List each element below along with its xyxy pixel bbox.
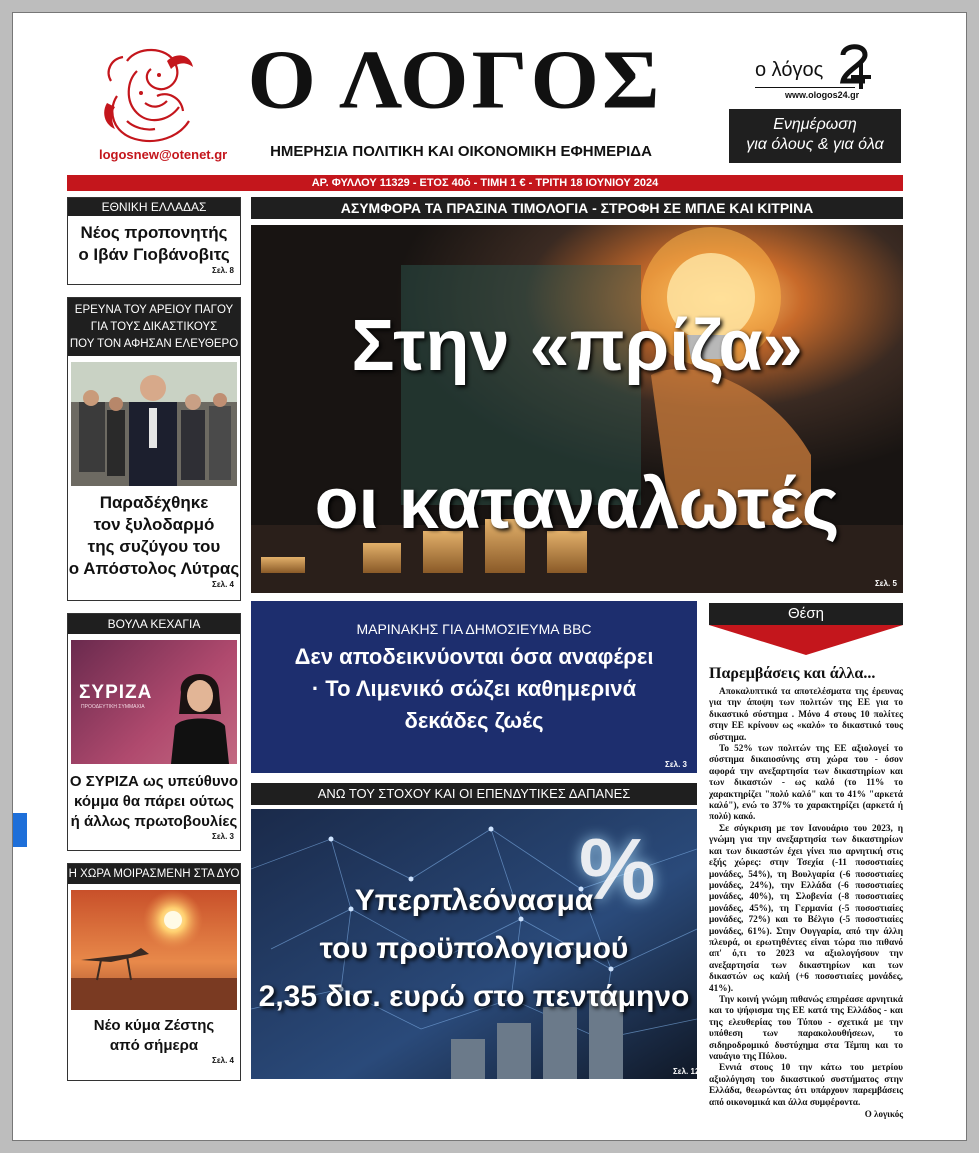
opinion-paragraph: Εννιά στους 10 την κάτω του μετρίου αξιολόγηση του δικαστικού συστήματος στην Ελλάδα, θεωρώντας ότι υπάρχουν παρεμβάσεις από οικονομικά και άλλα συμφέροντα. — [709, 1063, 903, 1108]
story-heatwave[interactable] — [67, 863, 241, 1081]
story-kicker: ΜΑΡΙΝΑΚΗΣ ΓΙΑ ΔΗΜΟΣΙΕΥΜΑ BBC — [356, 621, 592, 637]
story-national-team[interactable] — [67, 197, 241, 285]
page-reference: Σελ. 3 — [665, 760, 687, 769]
syriza-logo-subtitle: ΠΡΟΟΔΕΥΤΙΚΗ ΣΥΜΜΑΧΙΑ — [81, 704, 145, 710]
story-lytras[interactable] — [67, 297, 241, 601]
syriza-logo-text: ΣΥΡΙΖΑ — [79, 682, 153, 703]
kicker-line: ΠΟΥ ΤΟΝ ΑΦΗΣΑΝ ΕΛΕΥΘΕΡΟ — [69, 337, 239, 350]
newspaper-logo-illustration — [97, 41, 207, 151]
opinion-column — [709, 603, 903, 1120]
photo-kechagia — [71, 640, 237, 764]
story-headline-line: Παραδέχθηκε — [99, 493, 209, 512]
story-headline-line: ή άλλως πρωτοβουλίες — [70, 813, 238, 830]
opinion-paragraph: Σε σύγκριση με τον Ιανουάριο του 2023, η γνώμη για την ανεξαρτησία των δικαστηρίων και των δικαστών έχει γίνει πιο αρνητική στις εξής χώρες: στην Τσεχία (-11 ποσοστιαίες μονάδες, 54%), τη Βουλγαρία (-6 ποσοστιαίες μονάδες, 24%), την Ελλάδα (-6 ποσοστιαίες μονάδες, 40%), τη Σλοβενία (-8 ποσοστιαίες μονάδες, 45%), τη Γερμανία (-5 ποσοστιαίες μονάδες, 72%) και το Βέλγιο (-5 ποσοστιαίες μονάδες, 61%). Στην Ουγγαρία, από την άλλη πλευρά, οι ερωτηθέντες είναι τώρα πιο πιθανό απ' ό,τι το 2023 να αξιολογήσουν την ανεξαρτησία των δικαστηρίων και των δικαστών ως καλή (+6 ποσοστιαίες μονάδες, 41%). — [709, 823, 903, 994]
budget-headline[interactable] — [251, 877, 697, 1021]
story-headline-line: τον ξυλοδαρμό — [93, 515, 215, 534]
logos24-digits-icon — [839, 41, 873, 91]
story-headline-line: κόμμα θα πάρει ούτως — [74, 793, 234, 810]
logos24-tagline-2: για όλους & για όλα — [746, 136, 884, 153]
lead-headline-line-2[interactable]: οι καταναλωτές — [314, 464, 840, 544]
logos24-url[interactable]: www.ologos24.gr — [785, 90, 860, 100]
story-headline-line: δεκάδες ζωές — [404, 708, 544, 733]
page-reference: Σελ. 12 — [673, 1067, 700, 1076]
page-reference: Σελ. 5 — [875, 579, 897, 588]
opinion-arrow-icon — [709, 625, 903, 655]
photo-heatwave — [71, 890, 237, 1010]
opinion-signature: Ο λογικός — [864, 1109, 903, 1120]
story-headline-line: από σήμερα — [109, 1037, 199, 1054]
opinion-body — [709, 687, 903, 1120]
story-headline-line: Δεν αποδεικνύονται όσα αναφέρει — [294, 644, 654, 669]
page-reference: Σελ. 8 — [212, 266, 234, 275]
newspaper-title: Ο ΛΟΓΟΣ — [247, 34, 663, 127]
story-headline-line: Υπερπλεόνασμα — [354, 884, 594, 917]
story-kicker: ΒΟΥΛΑ ΚΕΧΑΓΙΑ — [68, 614, 240, 634]
front-page — [12, 12, 967, 1141]
story-headline-line: του προϋπολογισμού — [319, 932, 629, 965]
lead-banner[interactable]: ΑΣΥΜΦΟΡΑ ΤΑ ΠΡΑΣΙΝΑ ΤΙΜΟΛΟΓΙΑ - ΣΤΡΟΦΗ ΣΕ ΜΠΛΕ ΚΑΙ ΚΙΤΡΙΝΑ — [251, 197, 903, 219]
kicker-line: ΕΡΕΥΝΑ ΤΟΥ ΑΡΕΙΟΥ ΠΑΓΟΥ — [74, 303, 234, 316]
story-headline-line: της συζύγου του — [87, 537, 221, 556]
story-kicker: ΕΘΝΙΚΗ ΕΛΛΑΔΑΣ — [68, 198, 240, 216]
story-headline-line: ο Απόστολος Λύτρας — [68, 559, 240, 578]
story-headline-line: · Το Λιμενικό σώζει καθημερινά — [311, 676, 637, 701]
contact-email[interactable]: logosnew@otenet.gr — [99, 147, 228, 162]
page-reference: Σελ. 3 — [212, 832, 234, 841]
page-reference: Σελ. 4 — [212, 1056, 234, 1065]
scan-edge-marker — [13, 813, 27, 847]
newspaper-subtitle: ΗΜΕΡΗΣΙΑ ΠΟΛΙΤΙΚΗ ΚΑΙ ΟΙΚΟΝΟΜΙΚΗ ΕΦΗΜΕΡΙΔΑ — [270, 143, 652, 160]
opinion-title[interactable]: Παρεμβάσεις και άλλα... — [709, 665, 876, 682]
story-headline-line: Ο ΣΥΡΙΖΑ ως υπεύθυνο — [69, 773, 239, 790]
story-headline-line: 2,35 δισ. ευρώ στο πεντάμηνο — [258, 980, 690, 1013]
opinion-paragraph: Την κοινή γνώμη πιθανώς επηρέασε αρνητικά και το ψήφισμα της ΕΕ κατά της Ελλάδος - και της ελευθερίας του Τύπου - σχετικά με την υπόθεση των παρακολουθήσεων, το σιδηροδρομικό δυστύχημα στα Τέμπη και το ναυάγιο της Πύλου. — [709, 994, 903, 1062]
issue-info-bar: ΑΡ. ΦΥΛΛΟΥ 11329 - ΕΤΟΣ 40ό - ΤΙΜΗ 1 € - ΤΡΙΤΗ 18 ΙΟΥΝΙΟΥ 2024 — [67, 175, 903, 191]
logos24-tagline-box — [729, 109, 901, 163]
story-headline-line: ο Ιβάν Γιοβάνοβιτς — [78, 245, 230, 264]
story-headline-line: Νέος προπονητής — [80, 223, 228, 242]
logos24-name: ο λόγος — [755, 59, 824, 81]
kicker-line: ΓΙΑ ΤΟΥΣ ΔΙΚΑΣΤΙΚΟΥΣ — [90, 320, 218, 333]
story-marinakis[interactable] — [251, 601, 697, 773]
opinion-label: Θέση — [709, 603, 903, 625]
story-syriza[interactable] — [67, 613, 241, 851]
story-kicker: Η ΧΩΡΑ ΜΟΙΡΑΣΜΕΝΗ ΣΤΑ ΔΥΟ — [68, 864, 240, 884]
logos24-tagline-1: Ενημέρωση — [773, 116, 857, 133]
percent-symbol-icon: % — [579, 822, 656, 918]
logos24-rule — [755, 87, 855, 88]
opinion-paragraph: Αποκαλυπτικά τα αποτελέσματα της έρευνας για την άποψη των πολιτών της ΕΕ για το δικαστικό σύστημα . Μόνο 4 στους 10 πολίτες στην ΕΕ κρίνουν ως «καλό» το δικαστικό τους σύστημα. — [709, 687, 903, 743]
story-kicker — [68, 298, 240, 356]
photo-lytras — [71, 362, 237, 486]
budget-kicker-stripe: ΑΝΩ ΤΟΥ ΣΤΟΧΟΥ ΚΑΙ ΟΙ ΕΠΕΝΔΥΤΙΚΕΣ ΔΑΠΑΝΕΣ — [251, 783, 697, 805]
page-reference: Σελ. 4 — [212, 580, 234, 589]
story-headline-line: Νέο κύμα Ζέστης — [93, 1017, 215, 1034]
opinion-paragraph: Το 52% των πολιτών της ΕΕ αξιολογεί το σύστημα δικαιοσύνης στη χώρα του - όσον αφορά την ανεξαρτησία των δικαστηρίων και των δικαστών - ως καλό (το 11% το χαρακτηρίζει "πολύ καλό" και το 41% "αρκετά καλό"), ενώ το 37% το χαρακτηρίζει (αρκετά ή πολύ) κακό. — [709, 744, 903, 823]
person-figure — [167, 662, 233, 764]
lead-headline-line-1[interactable]: Στην «πρίζα» — [351, 306, 803, 386]
